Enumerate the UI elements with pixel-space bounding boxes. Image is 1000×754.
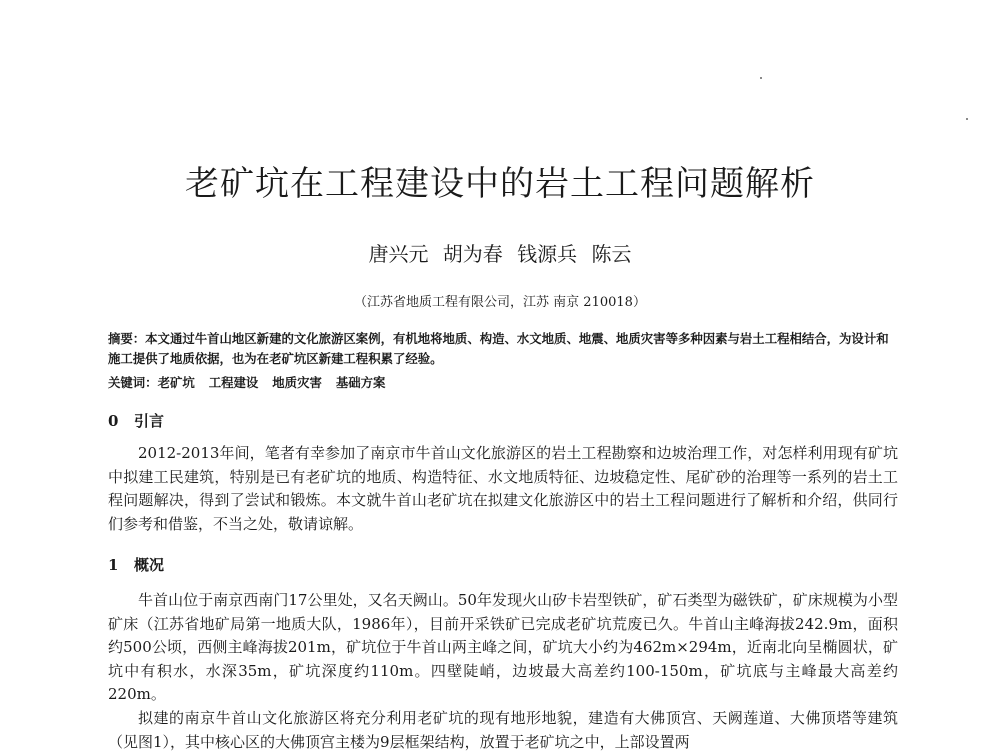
paper-authors: 唐兴元 胡为春 钱源兵 陈云 (368, 242, 632, 266)
section-heading-overview (108, 554, 164, 576)
keywords-label: 关键词： (108, 375, 158, 390)
abstract-label: 摘要： (108, 331, 146, 346)
section-heading-intro (108, 410, 164, 432)
scan-speck (760, 77, 762, 79)
section-title: 引言 (134, 412, 165, 430)
paragraph: 牛首山位于南京西南门17公里处，又名天阙山。50年发现火山矽卡岩型铁矿，矿石类型为磁铁矿，矿床规模为小型矿床（江苏省地矿局第一地质大队，1986年），目前开采铁矿已完成老矿坑荒废已久。牛首山主峰海拔242.9m，面积约500公顷，西侧主峰海拔201m，矿坑位于牛首山两主峰之间，矿坑大小约为462m×294m，近南北向呈椭圆状，矿坑中有积水，水深35m，矿坑深度约110m。四壁陡峭，边坡最大高差约100-150m，矿坑底与主峰最大高差约220m。 (108, 591, 898, 704)
section-title: 概况 (134, 556, 165, 574)
paper-title: 老矿坑在工程建设中的岩土工程问题解析 (185, 164, 815, 204)
keyword: 工程建设 (208, 375, 259, 390)
paragraph: 2012-2013年间，笔者有幸参加了南京市牛首山文化旅游区的岩土工程勘察和边坡治理工作，对怎样利用现有矿坑中拟建工民建筑，特别是已有老矿坑的地质、构造特征、水文地质特征、边坡稳定性、尾矿砂的治理等一系列的岩土工程问题解决，得到了尝试和锻炼。本文就牛首山老矿坑在拟建文化旅游区中的岩土工程问题进行了解析和介绍，供同行们参考和借鉴，不当之处，敬请谅解。 (108, 444, 898, 533)
keyword: 地质灾害 (272, 375, 322, 390)
abstract-text: 本文通过牛首山地区新建的文化旅游区案例，有机地将地质、构造、水文地质、地震、地质灾害等多种因素与岩土工程相结合，为设计和施工提供了地质依据，也为在老矿坑区新建工程积累了经验。 (108, 331, 889, 366)
paragraph: 拟建的南京牛首山文化旅游区将充分利用老矿坑的现有地形地貌，建造有大佛顶宫、天阙莲道、大佛顶塔等建筑（见图1），其中核心区的大佛顶宫主楼为9层框架结构，放置于老矿坑之中，上部设置两 (108, 709, 898, 751)
abstract (108, 329, 898, 369)
keyword: 基础方案 (335, 375, 386, 390)
section-number: 0 (108, 412, 119, 430)
keywords (108, 373, 898, 393)
scan-speck (966, 118, 968, 120)
keyword: 老矿坑 (157, 375, 195, 390)
section-number: 1 (108, 556, 119, 574)
paper-affiliation: （江苏省地质工程有限公司，江苏 南京 210018） (354, 295, 646, 310)
